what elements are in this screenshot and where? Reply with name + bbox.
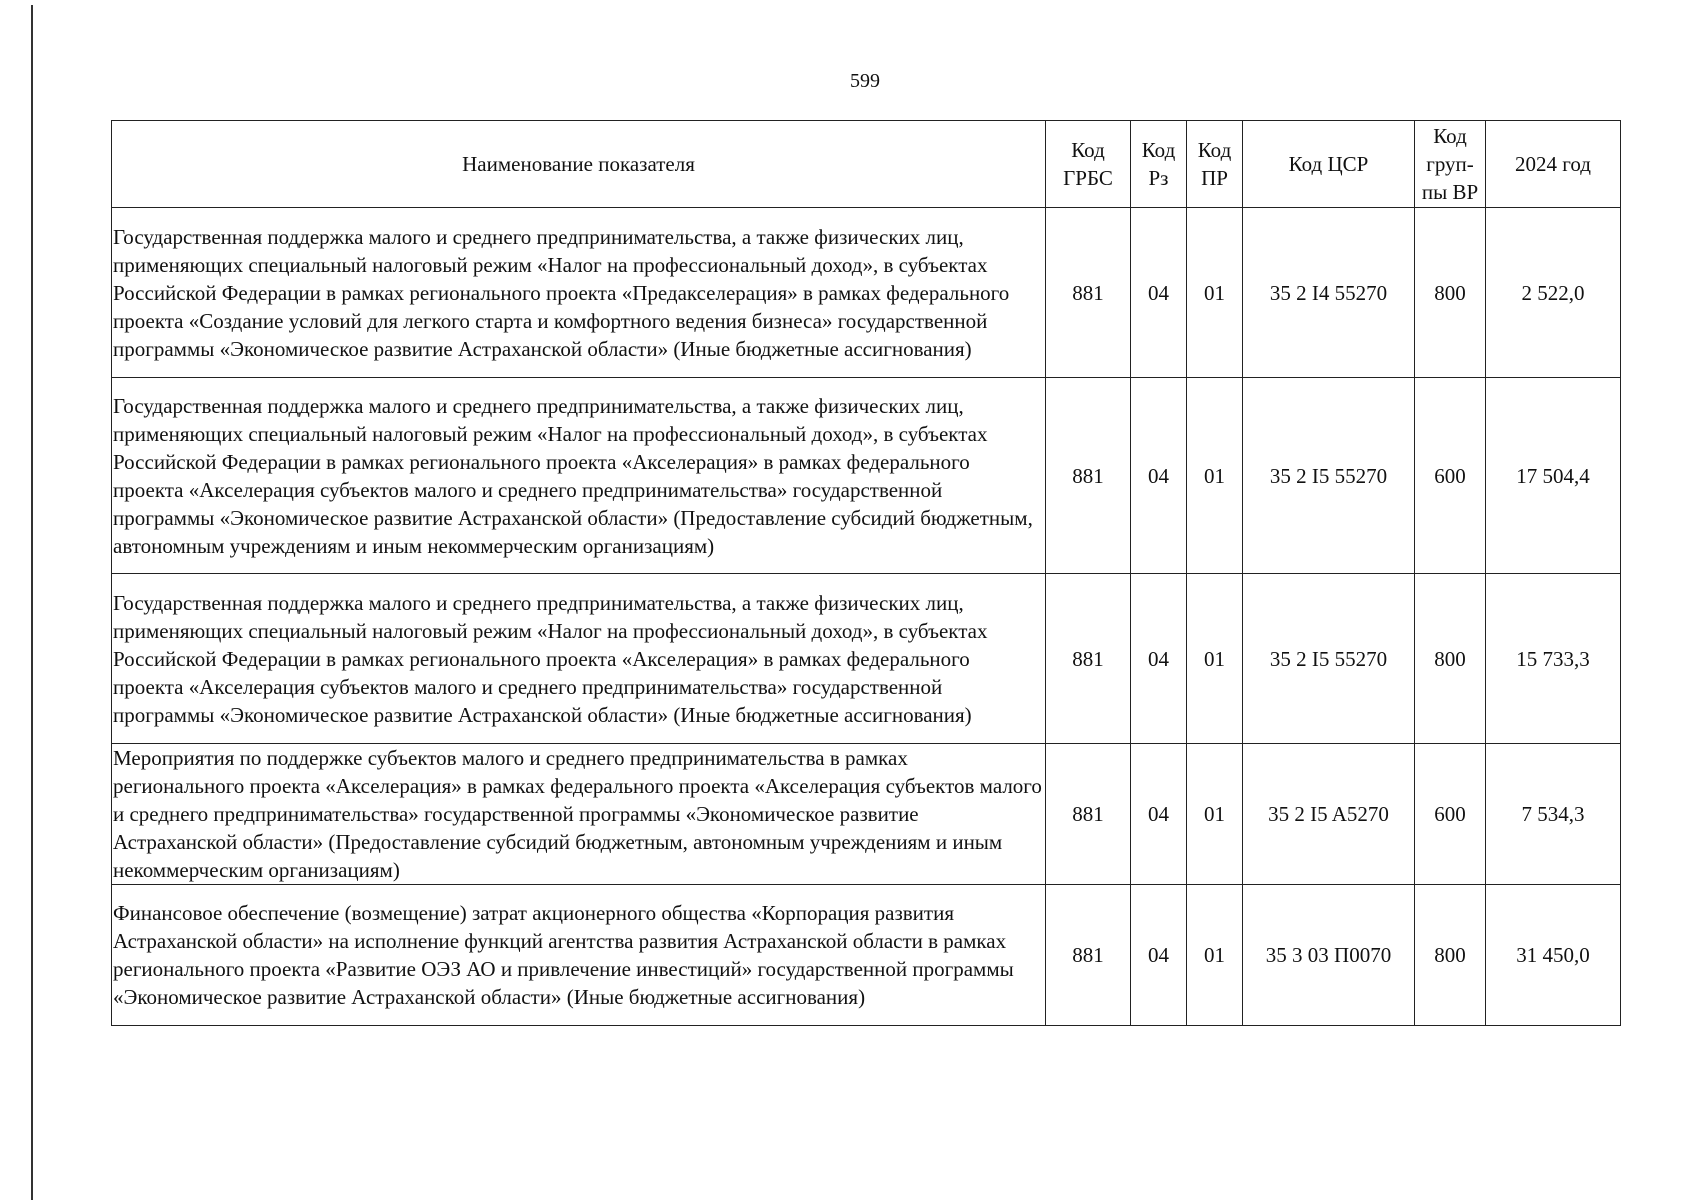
row-rz: 04 bbox=[1131, 885, 1187, 1026]
row-name: Государственная поддержка малого и среднего предпринимательства, а также физических лиц, применяющих специальный налоговый режим «Налог на профессиональный доход», в субъектах Российской Федерации в рамках регионального проекта «Предакселерация» в рамках федерального проекта «Создание условий для легкого старта и комфортного ведения бизнеса» государственной программы «Экономическое развитие Астраханской области» (Иные бюджетные ассигнования) bbox=[112, 208, 1046, 378]
row-pr: 01 bbox=[1187, 885, 1243, 1026]
table-row bbox=[112, 378, 1621, 574]
row-csr: 35 3 03 П0070 bbox=[1243, 885, 1415, 1026]
row-vr: 800 bbox=[1415, 574, 1486, 744]
row-csr: 35 2 I4 55270 bbox=[1243, 208, 1415, 378]
row-name: Мероприятия по поддержке субъектов малого и среднего предпринимательства в рамках регионального проекта «Акселерация» в рамках федерального проекта «Акселерация субъектов малого и среднего предпринимательства» государственной программы «Экономическое развитие Астраханской области» (Предоставление субсидий бюджетным, автономным учреждениям и иным некоммерческим организациям) bbox=[112, 744, 1046, 885]
row-rz: 04 bbox=[1131, 378, 1187, 574]
table-row bbox=[112, 574, 1621, 744]
row-rz: 04 bbox=[1131, 574, 1187, 744]
budget-table bbox=[111, 120, 1621, 1026]
row-grbs: 881 bbox=[1046, 378, 1131, 574]
row-vr: 600 bbox=[1415, 744, 1486, 885]
row-name: Финансовое обеспечение (возмещение) затрат акционерного общества «Корпорация развития Астраханской области» на исполнение функций агентства развития Астраханской области в рамках регионального проекта «Развитие ОЭЗ АО и привлечение инвестиций» государственной программы «Экономическое развитие Астраханской области» (Иные бюджетные ассигнования) bbox=[112, 885, 1046, 1026]
table-row bbox=[112, 885, 1621, 1026]
table-row bbox=[112, 744, 1621, 885]
row-amount: 17 504,4 bbox=[1486, 378, 1621, 574]
row-vr: 800 bbox=[1415, 208, 1486, 378]
row-rz: 04 bbox=[1131, 744, 1187, 885]
row-vr: 800 bbox=[1415, 885, 1486, 1026]
row-csr: 35 2 I5 A5270 bbox=[1243, 744, 1415, 885]
header-csr: Код ЦСР bbox=[1243, 121, 1415, 208]
row-vr: 600 bbox=[1415, 378, 1486, 574]
header-year: 2024 год bbox=[1486, 121, 1621, 208]
row-name: Государственная поддержка малого и среднего предпринимательства, а также физических лиц, применяющих специальный налоговый режим «Налог на профессиональный доход», в субъектах Российской Федерации в рамках регионального проекта «Акселерация» в рамках федерального проекта «Акселерация субъектов малого и среднего предпринимательства» государственной программы «Экономическое развитие Астраханской области» (Предоставление субсидий бюджетным, автономным учреждениям и иным некоммерческим организациям) bbox=[112, 378, 1046, 574]
row-name: Государственная поддержка малого и среднего предпринимательства, а также физических лиц, применяющих специальный налоговый режим «Налог на профессиональный доход», в субъектах Российской Федерации в рамках регионального проекта «Акселерация» в рамках федерального проекта «Акселерация субъектов малого и среднего предпринимательства» государственной программы «Экономическое развитие Астраханской области» (Иные бюджетные ассигнования) bbox=[112, 574, 1046, 744]
row-grbs: 881 bbox=[1046, 885, 1131, 1026]
header-pr: Код ПР bbox=[1187, 121, 1243, 208]
table-row bbox=[112, 208, 1621, 378]
row-pr: 01 bbox=[1187, 744, 1243, 885]
table-header-row bbox=[112, 121, 1621, 208]
page-margin-line bbox=[31, 5, 33, 1200]
header-vr: Код груп-пы ВР bbox=[1415, 121, 1486, 208]
header-name: Наименование показателя bbox=[112, 121, 1046, 208]
row-csr: 35 2 I5 55270 bbox=[1243, 574, 1415, 744]
row-grbs: 881 bbox=[1046, 208, 1131, 378]
row-amount: 15 733,3 bbox=[1486, 574, 1621, 744]
row-grbs: 881 bbox=[1046, 744, 1131, 885]
header-grbs: Код ГРБС bbox=[1046, 121, 1131, 208]
row-pr: 01 bbox=[1187, 208, 1243, 378]
row-pr: 01 bbox=[1187, 378, 1243, 574]
row-amount: 31 450,0 bbox=[1486, 885, 1621, 1026]
row-pr: 01 bbox=[1187, 574, 1243, 744]
page-number: 599 bbox=[850, 70, 880, 92]
row-rz: 04 bbox=[1131, 208, 1187, 378]
row-amount: 7 534,3 bbox=[1486, 744, 1621, 885]
row-csr: 35 2 I5 55270 bbox=[1243, 378, 1415, 574]
header-rz: Код Рз bbox=[1131, 121, 1187, 208]
row-amount: 2 522,0 bbox=[1486, 208, 1621, 378]
row-grbs: 881 bbox=[1046, 574, 1131, 744]
